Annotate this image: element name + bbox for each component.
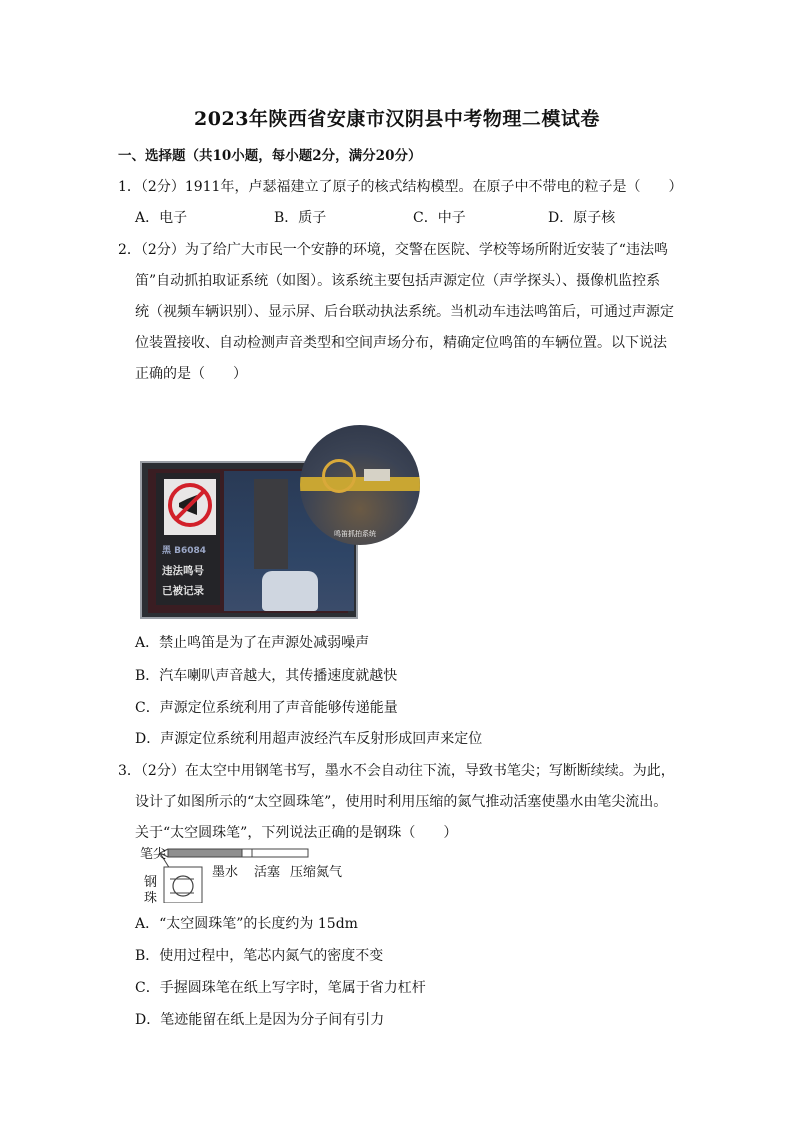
question-2-line-3: 统（视频车辆识别）、显示屏、后台联动执法系统。当机动车违法鸣笛后，可通过声源定 <box>135 304 674 320</box>
question-2-option-c: C．声源定位系统利用了声音能够传递能量 <box>135 700 398 716</box>
inset-caption: 鸣笛抓拍系统 <box>334 530 376 538</box>
camera-icon <box>364 469 390 481</box>
question-1-option-a: A．电子 <box>135 210 188 226</box>
label-compressed-nitrogen: 压缩氮气 <box>290 865 343 880</box>
plate-number: 黑 B6084 <box>162 546 207 556</box>
camera-inset <box>300 425 420 545</box>
question-2-line-4: 位装置接收、自动检测声音类型和空间声场分布，精确定位鸣笛的车辆位置。以下说法 <box>135 335 667 351</box>
car-icon <box>262 571 318 611</box>
question-2-option-d: D．声源定位系统利用超声波经汽车反射形成回声来定位 <box>135 731 483 747</box>
question-3-option-c: C．手握圆珠笔在纸上写字时，笔属于省力杠杆 <box>135 980 426 996</box>
question-2-line-5: 正确的是（ ） <box>135 366 247 382</box>
section-heading: 一、选择题（共10小题，每小题2分，满分20分） <box>118 148 422 164</box>
question-2-option-b: B．汽车喇叭声音越大，其传播速度就越快 <box>135 668 398 684</box>
label-steel-ball-1: 钢 <box>144 875 158 890</box>
question-2-line-2: 笛”自动抓拍取证系统（如图）。该系统主要包括声源定位（声学探头）、摄像机监控系 <box>135 273 661 289</box>
crosshair-icon <box>322 459 356 493</box>
exam-title: 2023年陕西省安康市汉阴县中考物理二模试卷 <box>194 108 600 130</box>
label-pen-tip: 笔尖 <box>140 847 167 862</box>
space-pen-figure <box>140 843 370 906</box>
no-honking-sign-icon <box>164 479 216 535</box>
label-steel-ball-2: 珠 <box>144 891 158 906</box>
question-1-stem: 1．（2分）1911年，卢瑟福建立了原子的核式结构模型。在原子中不带电的粒子是（ ） <box>118 179 683 195</box>
recorded-text: 已被记录 <box>162 585 204 597</box>
violation-text: 违法鸣号 <box>162 565 204 577</box>
question-1-option-b: B．质子 <box>274 210 327 226</box>
question-2-line-1: 2．（2分）为了给广大市民一个安静的环境，交警在医院、学校等场所附近安装了“违法鸣 <box>118 242 668 258</box>
question-1-option-d: D．原子核 <box>548 210 616 226</box>
question-3-line-3: 关于“太空圆珠笔”，下列说法正确的是钢珠（ ） <box>135 825 458 841</box>
question-3-option-d: D．笔迹能留在纸上是因为分子间有引力 <box>135 1012 385 1028</box>
question-3-line-1: 3．（2分）在太空中用钢笔书写，墨水不会自动往下流，导致书笔尖；写断断续续。为此， <box>118 763 675 779</box>
label-ink: 墨水 <box>212 865 239 880</box>
question-3-option-a: A．“太空圆珠笔”的长度约为 15dm <box>135 916 358 932</box>
question-2-option-a: A．禁止鸣笛是为了在声源处减弱噪声 <box>135 635 370 651</box>
question-3-line-2: 设计了如图所示的“太空圆珠笔”，使用时利用压缩的氮气推动活塞使墨水由笔尖流出。 <box>135 794 668 810</box>
honking-capture-photo <box>140 425 420 619</box>
question-1-option-c: C．中子 <box>413 210 466 226</box>
question-3-option-b: B．使用过程中，笔芯内氮气的密度不变 <box>135 948 384 964</box>
label-piston: 活塞 <box>254 865 281 880</box>
